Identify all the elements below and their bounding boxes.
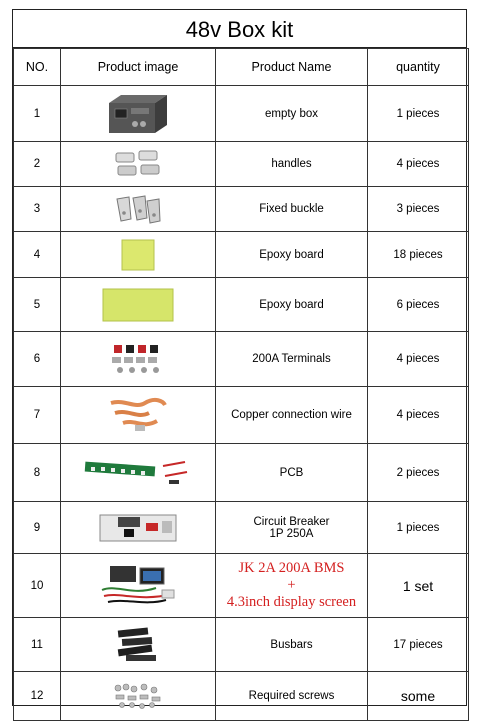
handles-icon bbox=[113, 149, 163, 179]
table-row bbox=[14, 332, 469, 387]
product-image bbox=[61, 618, 216, 672]
product-quantity: 4 pieces bbox=[368, 142, 469, 187]
product-image bbox=[61, 554, 216, 618]
product-quantity: 6 pieces bbox=[368, 278, 469, 332]
product-name: Epoxy board bbox=[216, 232, 368, 278]
product-quantity: 1 pieces bbox=[368, 502, 469, 554]
row-number: 8 bbox=[14, 444, 61, 502]
epoxy-board-small-icon bbox=[121, 239, 155, 271]
row-number: 12 bbox=[14, 672, 61, 721]
product-name: Required screws bbox=[216, 672, 368, 721]
table-row bbox=[14, 278, 469, 332]
page-title: 48v Box kit bbox=[13, 10, 466, 48]
busbars-icon bbox=[112, 627, 164, 663]
product-name: empty box bbox=[216, 86, 368, 142]
pcb-icon bbox=[83, 458, 193, 488]
row-number: 5 bbox=[14, 278, 61, 332]
copper-wire-icon bbox=[105, 395, 171, 435]
header-no: NO. bbox=[14, 49, 61, 86]
product-image bbox=[61, 444, 216, 502]
header-name: Product Name bbox=[216, 49, 368, 86]
product-quantity: 3 pieces bbox=[368, 187, 469, 232]
product-name: 200A Terminals bbox=[216, 332, 368, 387]
product-quantity: 1 set bbox=[368, 554, 469, 618]
product-quantity: 18 pieces bbox=[368, 232, 469, 278]
metal-box-icon bbox=[105, 93, 171, 135]
product-name-line2: 1P 250A bbox=[269, 527, 314, 540]
product-quantity: 4 pieces bbox=[368, 387, 469, 444]
buckle-icon bbox=[113, 193, 163, 225]
product-quantity: 17 pieces bbox=[368, 618, 469, 672]
table-row bbox=[14, 232, 469, 278]
product-name: PCB bbox=[216, 444, 368, 502]
product-name bbox=[216, 554, 368, 618]
product-image bbox=[61, 187, 216, 232]
product-image bbox=[61, 86, 216, 142]
table-row bbox=[14, 142, 469, 187]
product-image bbox=[61, 672, 216, 721]
screws-icon bbox=[112, 682, 164, 710]
product-image bbox=[61, 142, 216, 187]
kit-sheet bbox=[12, 9, 467, 706]
product-quantity: some bbox=[368, 672, 469, 721]
table-row bbox=[14, 86, 469, 142]
kit-table bbox=[13, 48, 469, 721]
circuit-breaker-icon bbox=[98, 511, 178, 545]
product-name-line3: 4.3inch display screen bbox=[226, 594, 357, 610]
product-name: handles bbox=[216, 142, 368, 187]
row-number: 1 bbox=[14, 86, 61, 142]
table-row bbox=[14, 554, 469, 618]
product-name-line1: Circuit Breaker bbox=[253, 515, 330, 528]
row-number: 7 bbox=[14, 387, 61, 444]
table-header-row bbox=[14, 49, 469, 86]
table-row bbox=[14, 187, 469, 232]
product-name: Copper connection wire bbox=[216, 387, 368, 444]
header-image: Product image bbox=[61, 49, 216, 86]
table-row bbox=[14, 387, 469, 444]
product-name: Epoxy board bbox=[216, 278, 368, 332]
product-name: Fixed buckle bbox=[216, 187, 368, 232]
product-name: Busbars bbox=[216, 618, 368, 672]
terminals-icon bbox=[108, 342, 168, 376]
table-row bbox=[14, 502, 469, 554]
product-quantity: 2 pieces bbox=[368, 444, 469, 502]
row-number: 2 bbox=[14, 142, 61, 187]
row-number: 10 bbox=[14, 554, 61, 618]
row-number: 9 bbox=[14, 502, 61, 554]
product-image bbox=[61, 387, 216, 444]
table-row bbox=[14, 444, 469, 502]
row-number: 6 bbox=[14, 332, 61, 387]
product-name-line1: JK 2A 200A BMS bbox=[238, 560, 345, 576]
row-number: 3 bbox=[14, 187, 61, 232]
table-row bbox=[14, 618, 469, 672]
product-name bbox=[216, 502, 368, 554]
product-quantity: 1 pieces bbox=[368, 86, 469, 142]
epoxy-board-large-icon bbox=[102, 288, 174, 322]
header-quantity: quantity bbox=[368, 49, 469, 86]
row-number: 11 bbox=[14, 618, 61, 672]
product-name-line2: + bbox=[287, 577, 296, 593]
product-image bbox=[61, 502, 216, 554]
table-row bbox=[14, 672, 469, 721]
product-image bbox=[61, 332, 216, 387]
product-image bbox=[61, 232, 216, 278]
bms-icon bbox=[96, 564, 180, 608]
product-quantity: 4 pieces bbox=[368, 332, 469, 387]
row-number: 4 bbox=[14, 232, 61, 278]
product-image bbox=[61, 278, 216, 332]
